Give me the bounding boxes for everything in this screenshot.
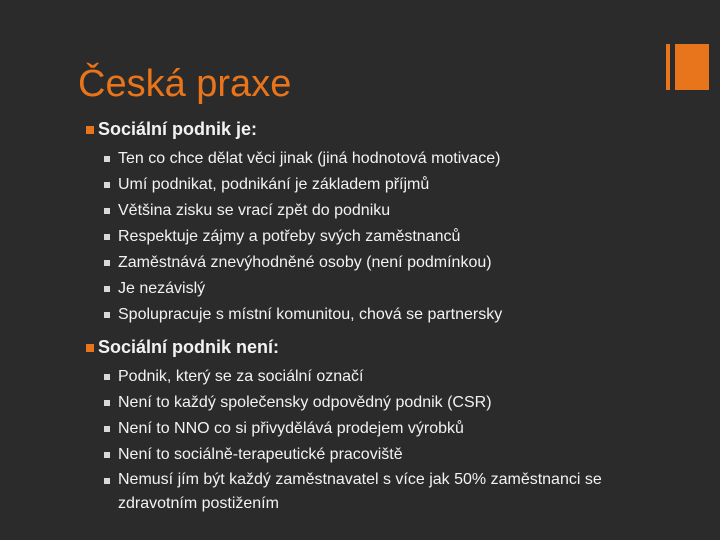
list-item: [86, 302, 676, 328]
accent-bar-thin: [666, 44, 670, 90]
section-heading: [86, 116, 676, 142]
list-item: [86, 224, 676, 250]
square-bullet-icon: [104, 312, 110, 318]
accent-bar-thick: [675, 44, 709, 90]
list-item: [86, 390, 676, 416]
list-item-text: Spolupracuje s místní komunitou, chová se partnersky: [118, 306, 503, 323]
square-bullet-icon: [86, 344, 94, 352]
square-bullet-icon: [104, 478, 110, 484]
section-heading: [86, 334, 676, 360]
list-item-text: Je nezávislý: [118, 280, 206, 297]
square-bullet-icon: [104, 286, 110, 292]
list-item: [86, 276, 676, 302]
list-item-text: Respektuje zájmy a potřeby svých zaměstnanců: [118, 228, 461, 245]
list-item: [86, 364, 676, 390]
list-item-text: Není to sociálně-terapeutické pracoviště: [118, 446, 403, 463]
list-item: [86, 172, 676, 198]
square-bullet-icon: [104, 426, 110, 432]
list-item-text: Většina zisku se vrací zpět do podniku: [118, 202, 391, 219]
square-bullet-icon: [104, 374, 110, 380]
list-item: [86, 442, 676, 468]
square-bullet-icon: [104, 452, 110, 458]
list-item-text: Není to každý společensky odpovědný podnik (CSR): [118, 394, 492, 411]
section-heading-text: Sociální podnik není:: [98, 337, 280, 357]
list-item: [86, 198, 676, 224]
list-item-text: Zaměstnává znevýhodněné osoby (není podmínkou): [118, 254, 492, 271]
square-bullet-icon: [104, 156, 110, 162]
square-bullet-icon: [104, 234, 110, 240]
square-bullet-icon: [104, 260, 110, 266]
list-item: [86, 468, 676, 516]
list-item: [86, 416, 676, 442]
square-bullet-icon: [104, 400, 110, 406]
section-heading-text: Sociální podnik je:: [98, 119, 258, 139]
list-item-text: Není to NNO co si přivydělává prodejem výrobků: [118, 420, 464, 437]
list-item-text: Podnik, který se za sociální označí: [118, 368, 364, 385]
list-item: [86, 146, 676, 172]
slide-title: Česká praxe: [78, 63, 292, 105]
square-bullet-icon: [86, 126, 94, 134]
list-item-text: Umí podnikat, podnikání je základem příjmů: [118, 176, 430, 193]
slide-content: [86, 116, 676, 516]
square-bullet-icon: [104, 182, 110, 188]
list-item-text: Nemusí jím být každý zaměstnavatel s více jak 50% zaměstnanci se zdravotním postižením: [118, 471, 602, 512]
list-item-text: Ten co chce dělat věci jinak (jiná hodnotová motivace): [118, 150, 501, 167]
list-item: [86, 250, 676, 276]
square-bullet-icon: [104, 208, 110, 214]
